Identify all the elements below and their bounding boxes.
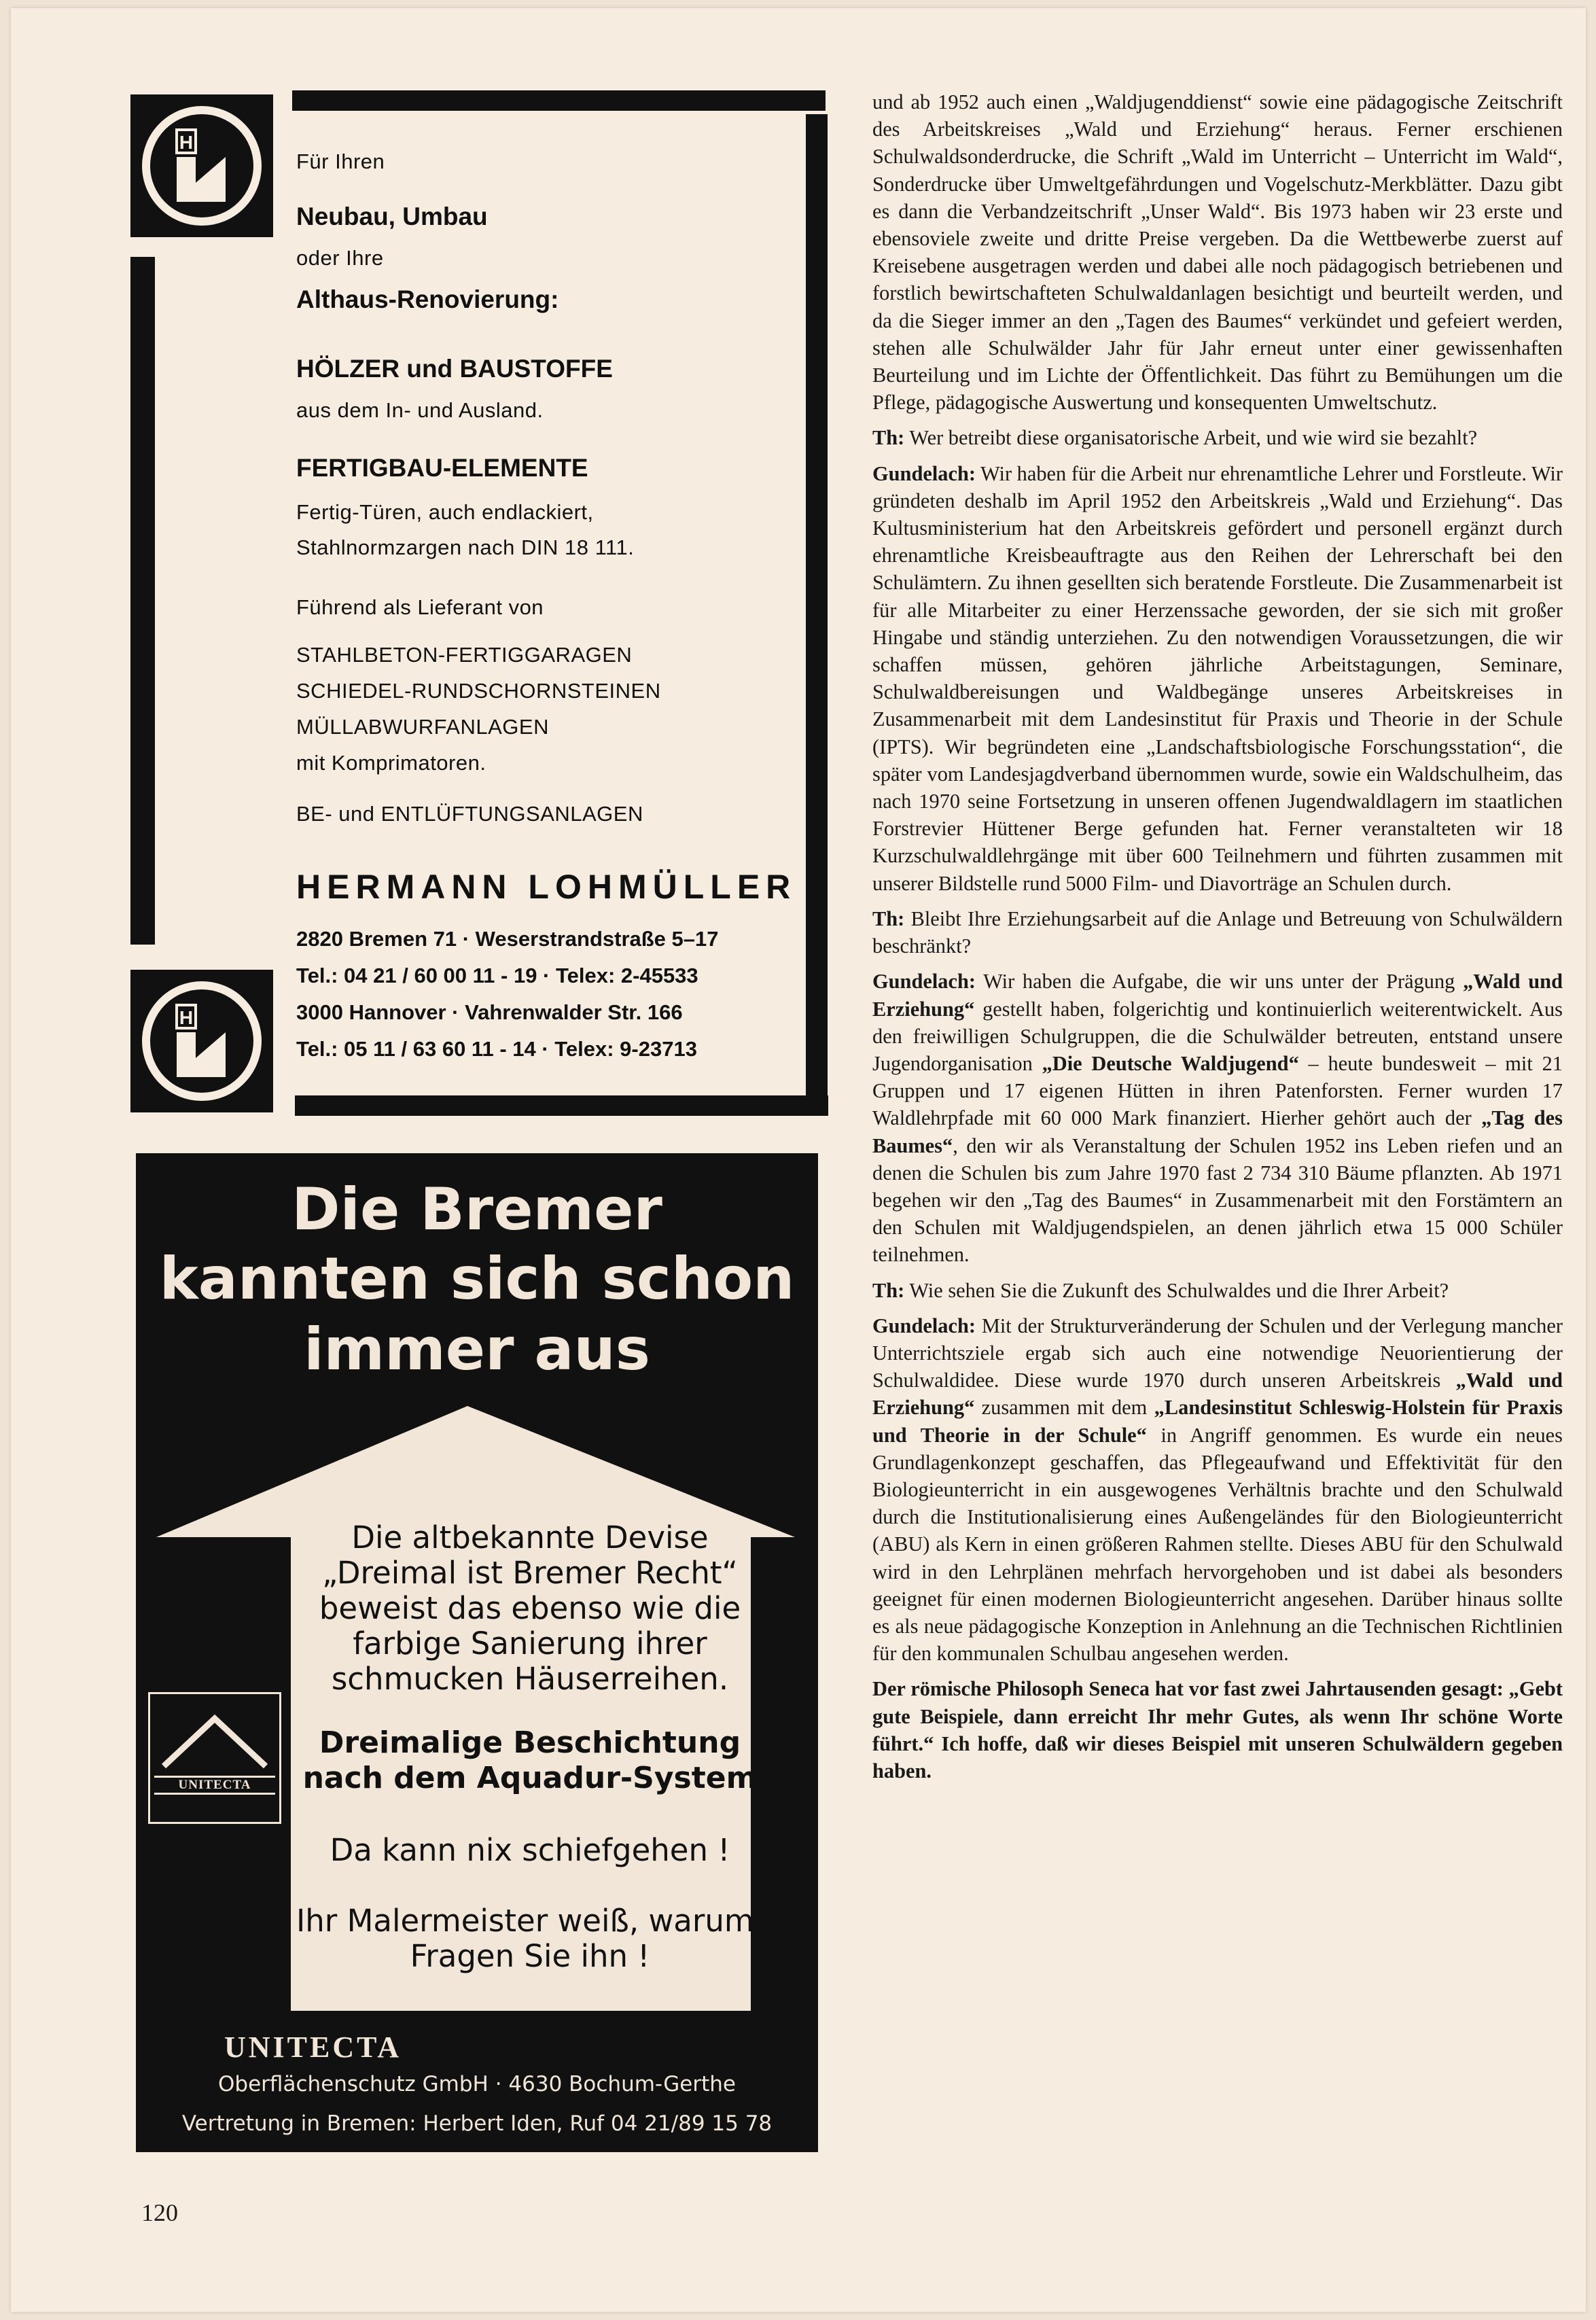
ad-heading: FERTIGBAU-ELEMENTE	[296, 454, 588, 482]
svg-text:H: H	[179, 1007, 194, 1028]
ad-text: BE- und ENTLÜFTUNGSANLAGEN	[296, 802, 643, 826]
ad-heading: Neubau, Umbau	[296, 203, 488, 230]
unitecta-advertisement	[136, 1153, 818, 2152]
question-text: Wie sehen Sie die Zukunft des Schulwaldes und die Ihrer Arbeit?	[904, 1278, 1449, 1302]
closing-text: Der römische Philosoph Seneca hat vor fast zwei Jahrtausenden gesagt: „Gebt gute Beispiele, dann erreicht Ihr mehr Gutes, als wenn Ihr schöne Worte führt.“ Ich hoffe, daß wir dieses Beispiel mit unseren Schulwäldern gegeben haben.	[872, 1677, 1563, 1782]
company-phone: Tel.: 04 21 / 60 00 11 - 19 · Telex: 2-45533	[296, 964, 698, 987]
ad-body-text: Die altbekannte Devise	[351, 1519, 709, 1556]
speaker-label: Th:	[872, 426, 905, 450]
lohmueller-logo-icon	[130, 970, 273, 1112]
emphasis-text: „Die Deutsche Waldjugend“	[1042, 1051, 1299, 1075]
article-paragraph	[872, 968, 1563, 1268]
unitecta-logo-label: UNITECTA	[154, 1776, 275, 1795]
ad-text: Für Ihren	[296, 150, 385, 173]
answer-text: , den wir als Veranstaltung der Schulen 1952 ins Leben riefen und an denen die Schulen bis zum Jahre 1970 fast 2 734 310 Bäume pflanzten. Ab 1971 begehen wir den „Tag des Baumes“ in Zusammenarbeit mit den Forstämtern an den Schulen mit Waldjugendspielen, an denen jährlich etwa 15 000 Schüler teilnehmen.	[872, 1133, 1563, 1267]
brand-address: Oberflächenschutz GmbH · 4630 Bochum-Gerthe	[218, 2072, 736, 2096]
speaker-label: Gundelach:	[872, 970, 976, 994]
question-text: Wer betreibt diese organisatorische Arbeit, und wie wird sie bezahlt?	[904, 426, 1478, 450]
speaker-label: Th:	[872, 907, 905, 930]
ad-heading: Althaus-Renovierung:	[296, 285, 559, 313]
company-address: 3000 Hannover · Vahrenwalder Str. 166	[296, 1000, 683, 1024]
answer-text: Mit der Strukturveränderung der Schulen und der Verlegung mancher Unterrichtsziele ergab sich auch eine notwendige Neuorientierung der Schulwaldidee. Diese wurde 1970 durch unseren Arbeitskreis	[872, 1314, 1563, 1392]
brand-representation: Vertretung in Bremen: Herbert Iden, Ruf 04 21/89 15 78	[181, 2111, 773, 2136]
article-paragraph	[872, 1312, 1563, 1668]
ad-text: Stahlnormzargen nach DIN 18 111.	[296, 535, 635, 559]
question-text: Bleibt Ihre Erziehungsarbeit auf die Anlage und Betreuung von Schulwäldern beschränkt?	[872, 907, 1563, 958]
ad-call-to-action: Ihr Malermeister weiß, warum.	[296, 1903, 764, 1939]
ad-text: Führend als Lieferant von	[296, 595, 544, 619]
emphasis-text: „Wald und Erziehung“	[872, 1369, 1563, 1420]
ad-subheading: nach dem Aquadur-System	[302, 1761, 758, 1795]
ad-subheading: Dreimalige Beschichtung	[319, 1725, 741, 1760]
ad-text: SCHIEDEL-RUNDSCHORNSTEINEN	[296, 679, 661, 703]
ad-heading: HÖLZER und BAUSTOFFE	[296, 355, 613, 383]
ad-frame-bottom	[295, 1095, 828, 1116]
answer-text: Wir haben die Aufgabe, die wir uns unter der Prägung	[975, 970, 1464, 994]
ad-call-to-action: Fragen Sie ihn !	[410, 1938, 650, 1974]
article-closing-paragraph	[872, 1675, 1563, 1785]
article-paragraph: und ab 1952 auch einen „Waldjugenddienst“ sowie eine pädagogische Zeitschrift des Arbeitskreises „Wald und Erziehung“ heraus. Ferner erschienen Schulwaldsonderdrucke, die Schrift „Wald im Unterricht – Unterricht im Wald“, Sonderdrucke über Umweltgefährdungen und Vogelschutz-Merkblätter. Dazu gibt es dann die Verbandzeitschrift „Unser Wald“. Bis 1973 haben wir 23 erste und ebensoviele zweite und dritte Preise vergeben. Da die Wettbewerbe zuerst auf Kreisebene ausgetragen werden und dabei alle noch pädagogisch betriebenen und forstlich bewirtschafteten Schulwaldanlagen besichtigt und beurteilt werden, und da die Sieger immer an den „Tagen des Baumes“ verkündet und gefeiert werden, stehen alle Schulwälder Jahr für Jahr erneut unter einer gewissenhaften Beurteilung und im Lichte der Öffentlichkeit. Das führt zu Bemühungen um die Pflege, pädagogische Auswertung und konsequenten Umweltschutz.	[872, 90, 1563, 415]
company-address: 2820 Bremen 71 · Weserstrandstraße 5–17	[296, 927, 719, 951]
ad-frame-right	[806, 114, 828, 1095]
magazine-page	[11, 8, 1586, 2312]
ad-frame-left	[130, 257, 155, 945]
speaker-label: Th:	[872, 1278, 905, 1302]
company-phone: Tel.: 05 11 / 63 60 11 - 14 · Telex: 9-23713	[296, 1037, 697, 1061]
answer-text: zusammen mit dem	[974, 1396, 1154, 1420]
ad-body-text: beweist das ebenso wie die	[319, 1590, 741, 1626]
ad-text: Fertig-Türen, auch endlackiert,	[296, 500, 594, 524]
company-name: HERMANN LOHMÜLLER	[296, 868, 797, 906]
article-paragraph	[872, 1277, 1563, 1304]
unitecta-logo-icon	[148, 1692, 281, 1824]
answer-text: in Angriff genommen. Es wurde ein neues Grundlagenkonzept geschaffen, das Pflegeaufwand und Effektivität für den Biologieunterricht in ein ausgewogenes Verhältnis brachte und den Schulwald durch die Institutionalisierung eines Außengeländes für den Biologieunterricht (ABU) als Kern in einen größeren Rahmen stellte. Dieses ABU für den Schulwald wird in den Lehrplänen mehrfach hervorgehoben und ist dabei als besonders geeignet für einen modernen Biologieunterricht angesehen. Darüber hinaus sollte es als neue pädagogische Konzeption in Anlehnung an die Technischen Richtlinien für den kommunalen Schulbau angesehen werden.	[872, 1423, 1563, 1666]
svg-text:H: H	[179, 132, 194, 153]
article-paragraph	[872, 424, 1563, 451]
ad-slogan: Da kann nix schiefgehen !	[330, 1832, 730, 1868]
emphasis-text: „Tag des Baumes“	[872, 1106, 1563, 1157]
answer-text: gestellt haben, folgerichtig und kontinuierlich weiterentwickelt. Aus den freiwilligen Schulgruppen, die die Schulwälder betreuten, entstand unsere Jugendorganisation	[872, 997, 1563, 1075]
ad-text: STAHLBETON-FERTIGGARAGEN	[296, 643, 633, 667]
emphasis-text: „Landesinstitut Schleswig-Holstein für Praxis und Theorie in der Schule“	[872, 1396, 1563, 1447]
ad-headline: Die Bremer	[291, 1176, 662, 1244]
brand-name: UNITECTA	[224, 2031, 402, 2064]
ad-text: aus dem In- und Ausland.	[296, 398, 544, 422]
ad-body-text: farbige Sanierung ihrer	[353, 1625, 707, 1662]
ad-body-text: schmucken Häuserreihen.	[331, 1661, 729, 1697]
answer-text: – heute bundesweit – mit 21 Gruppen und 17 eigenen Hütten in ihren Patenforsten. Ferner wurden 17 Waldlehrpfade mit 60 000 Mark finanziert. Hierher gehört auch der	[872, 1051, 1563, 1130]
ad-frame-top	[292, 90, 826, 111]
ad-text: mit Komprimatoren.	[296, 751, 486, 775]
article-paragraph	[872, 460, 1563, 897]
ad-text: oder Ihre	[296, 246, 384, 270]
page-number: 120	[141, 2199, 178, 2226]
ad-text: MÜLLABWURFANLAGEN	[296, 715, 549, 739]
article-paragraph	[872, 905, 1563, 960]
ad-body-text: „Dreimal ist Bremer Recht“	[322, 1555, 738, 1591]
answer-text: Wir haben für die Arbeit nur ehrenamtliche Lehrer und Forstleute. Wir gründeten deshalb im April 1952 den Arbeitskreis „Wald und Erziehung“. Das Kultusministerium hat den Arbeitskreis gefördert und personell ergänzt durch ehrenamtliche Kreisbeauftragte aus den Reihen der Lehrerschaft bei den Schulämtern. Zu ihnen gesellten sich beratende Forstleute. Die Zusammenarbeit ist für alle Mitarbeiter zu einer Herzenssache geworden, der sie sich mit großer Hingabe und ständig unterziehen. Zu den notwendigen Voraussetzungen, die wir schaffen müssen, gehören jährliche Arbeitstagungen, Seminare, Schulwaldbereisungen und Waldbegänge unseres Arbeitskreises in Zusammenarbeit mit dem Landesinstitut für Praxis und Theorie in der Schule (IPTS). Wir begründeten eine „Landschaftsbiologische Forschungsstation“, die später vom Landesjagdverband übernommen wurde, sowie ein Waldschulheim, das nach 1970 seine Fortsetzung in unseren offenen Jugendwaldlagern im staatlichen Forstrevier Hüttener Berge gefunden hat. Ferner veranstalteten wir 18 Kurzschulwaldlehrgänge mit über 600 Teilnehmern und führten zusammen mit unserer Bildstelle rund 5000 Film- und Diavorträge an Schulen durch.	[872, 461, 1563, 895]
article-column	[872, 88, 1563, 1793]
ad-headline: immer aus	[304, 1316, 650, 1384]
speaker-label: Gundelach:	[872, 461, 976, 485]
lohmueller-logo-icon	[130, 94, 273, 237]
speaker-label: Gundelach:	[872, 1314, 976, 1337]
ad-headline: kannten sich schon	[159, 1245, 795, 1313]
emphasis-text: „Wald und Erziehung“	[872, 970, 1563, 1021]
